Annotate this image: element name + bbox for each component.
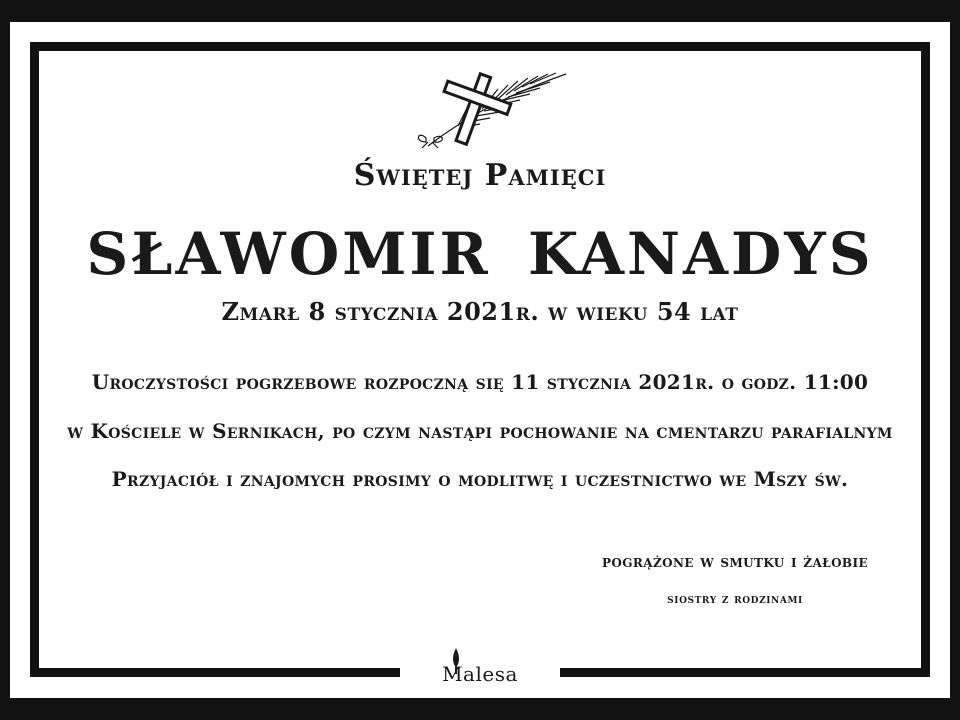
- funeral-place-line: w Kościele w Sernikach, po czym nastąpi pochowanie na cmentarzu parafialnym: [67, 419, 893, 443]
- frame-left-border: [30, 42, 39, 677]
- cross-with-palm-icon: [398, 68, 568, 148]
- family-line: siostry z rodzinami: [667, 592, 803, 607]
- obituary-card: [10, 22, 950, 698]
- death-date-line: Zmarł 8 stycznia 2021r. w wieku 54 lat: [221, 297, 739, 326]
- funeral-time-line: Uroczystości pogrzebowe rozpoczną się 11 stycznia 2021r. o godz. 11:00: [91, 370, 869, 394]
- mourners-line: pogrążone w smutku i żałobie: [601, 552, 869, 572]
- deceased-name: SŁAWOMIR KANADYS: [86, 220, 874, 288]
- frame-bottom-left-border: [30, 668, 400, 677]
- malesa-logo: [415, 642, 545, 692]
- frame-bottom-right-border: [560, 668, 930, 677]
- frame-top-border: [30, 42, 930, 51]
- heading-in-memory: Świętej Pamięci: [353, 158, 607, 193]
- logo-text: Malesa: [442, 662, 518, 686]
- request-line: Przyjaciół i znajomych prosimy o modlitwę i uczestnictwo we Mszy św.: [111, 467, 849, 491]
- frame-right-border: [921, 42, 930, 677]
